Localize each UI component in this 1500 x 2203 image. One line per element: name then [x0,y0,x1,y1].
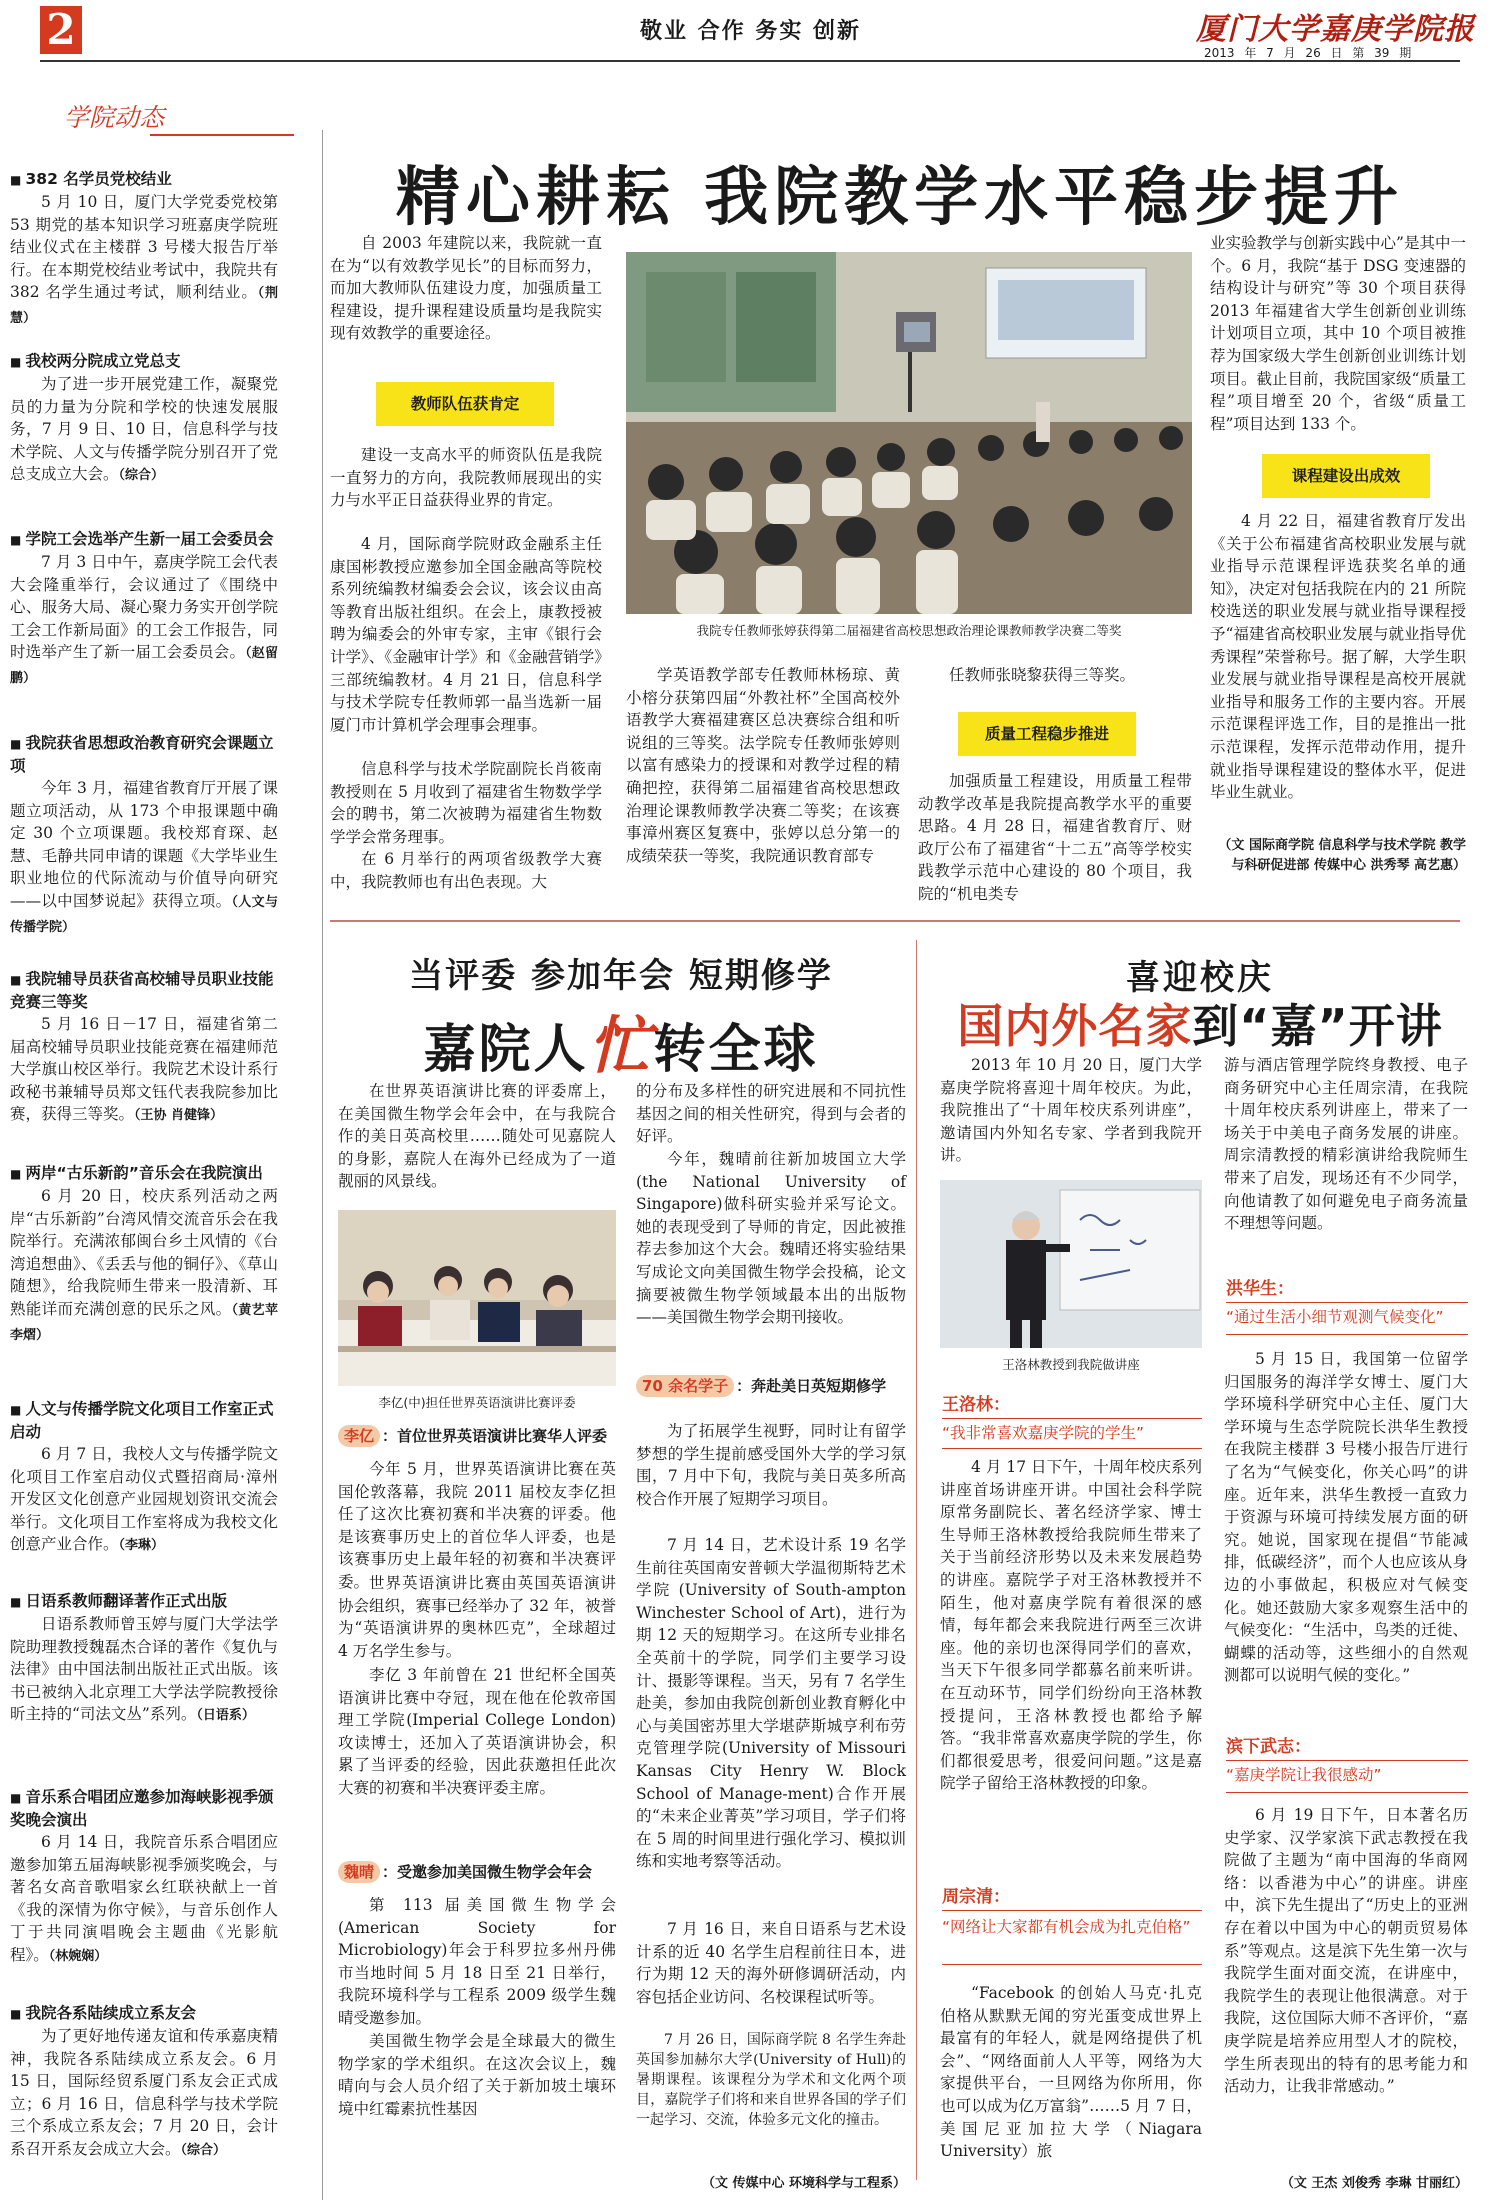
news-brief [10,1786,278,1969]
main-col2-text: 学英语教学部专任教师林杨琼、黄小榕分获第四届“外教社杯”全国高校外语教学大赛福建赛区总决赛综合组和听说组的三等奖。法学院专任教师张婷则以富有感染力的授课和对教学过程的精确把控，获得第二届福建省高校思想政治理论课教师教学决赛二等奖；在该赛事漳州赛区复赛中，张婷以总分第一的成绩荣获一等奖，我院通识教育部专 [626,666,900,865]
sidebar-divider [322,130,323,2200]
story2-colB-text5: 7 月 16 日，来自日语系与艺术设计系的近 40 名学生启程前往日本，进行为期 12 天的海外研修调研活动，内容包括企业访问、名校课程试听等。 [636,1920,906,2006]
story3-kicker: 喜迎校庆 [1126,958,1274,998]
news-brief [10,968,278,1128]
motto: 敬业 合作 务实 创新 [640,19,861,44]
story3-byline: （文 王杰 刘俊秀 李琳 甘丽红） [1280,2176,1468,2191]
news-brief-text: 6 月 20 日，校庆系列活动之两岸“古乐新韵”台湾风情交流音乐会在我院举行。充满浓郁闽台乡土风情的《台湾追想曲》、《丢丢与他的铜仔》、《草山随想》，给我院师生带来一股清新、耳熟能详而充满创意的民乐之风。 [10,1187,278,1318]
quote-zhou: “网络让大家都有机会成为扎克伯格” [942,1918,1191,1936]
news-brief-body [10,777,278,939]
main-intro: 自 2003 年建院以来，我院就一直在为“以有效教学见长”的目标而努力，而加大教师队伍建设力度，加强质量工程建设，提升课程建设质量均是我院实现有效教学的重要途径。 [330,234,602,343]
news-brief-body [10,1185,278,1347]
quote-wang: “我非常喜欢嘉庚学院的学生” [942,1424,1145,1442]
story2-headline-b: 转全球 [653,1020,819,1080]
news-brief-text: 日语系教师曾玉婷与厦门大学法学院助理教授魏磊杰合译的著作《复仇与法律》由中国法制出版社正式出版。该书已被纳入北京理工大学法学院教授徐昕主持的“司法文丛”系列。 [10,1615,278,1724]
main-col3-text-b: 加强质量工程建设，用质量工程带动教学改革是我院提高教学水平的重要思路。4 月 28 日，福建省教育厅、财政厅公布了福建省“十二五”高等学校实践教学示范中心建设的 80 个项目，我院的“机电类专 [918,772,1192,903]
story2-headline [336,996,906,1085]
sidebar-heading-rule [150,134,294,136]
news-brief-body [10,551,278,691]
story3-intro: 2013 年 10 月 20 日，厦门大学嘉庚学院将喜迎十周年校庆。为此，我院推出了“十周年校庆系列讲座”，邀请国内外知名专家、学者到我院开讲。 [940,1056,1202,1165]
newspaper-name: 厦门大学嘉庚学院报 [1196,12,1475,47]
main-headline: 精心耕耘 我院教学水平稳步提升 [395,161,1405,235]
story2-sub1-text3: 李亿 3 年前曾在 21 世纪杯全国英语演讲比赛中夺冠，现在他在伦敦帝国理工学院(Imperial College London)攻读博士，还加入了英语演讲协会，积累了当评委的经验，因此获邀担任此次大赛的初赛和半决赛评委主席。 [338,1666,616,1797]
quote-rule-wang-top [942,1418,1202,1419]
story2-headline-a: 嘉院人 [423,1020,589,1080]
news-brief-body [10,1613,278,1728]
news-brief-body [10,1831,278,1969]
classroom-photo-caption: 我院专任教师张婷获得第二届福建省高校思想政治理论课教师教学决赛二等奖 [696,623,1122,638]
news-brief [10,1590,278,1728]
news-brief-text: 为了进一步开展党建工作，凝聚党员的力量为分院和学校的快速发展服务，7 月 9 日、10 日，信息科学与技术学院、人文与传播学院分别召开了党总支成立大会。 [10,375,278,484]
news-brief [10,732,278,939]
story3-text1: 4 月 17 日下午，十周年校庆系列讲座首场讲座开讲。中国社会科学院原常务副院长、著名经济学家、博士生导师王洛林教授给我院师生带来了关于当前经济形势以及未来发展趋势的讲座。嘉院学子对王洛林教授并不陌生，他对嘉庚学院有着很深的感情，每年都会来我院进行两至三次讲座。他的亲切也深得同学们的喜欢，当天下午很多同学都慕名前来听讲。在互动环节，同学们纷纷向王洛林教授提问，王洛林教授也都给予解答。“我非常喜欢嘉庚学院的学生，你们都很爱思考，很爱问问题。”这是嘉院学子留给王洛林教授的印象。 [940,1458,1202,1793]
page-number: 2 [40,6,82,54]
news-brief-text: 今年 3 月，福建省教育厅开展了课题立项活动，从 173 个申报课题中确定 30 个立项课题。我校郑育琛、赵慧、毛静共同申请的课题《大学毕业生职业地位的代际流动与价值导向研究——以中国梦说起》获得立项。 [10,779,278,910]
news-brief-title: ■ 日语系教师翻译著作正式出版 [10,1590,278,1613]
main-s1-p3: 信息科学与技术学院副院长肖筱南教授则在 5 月收到了福建省生物数学学会的聘书，第二次被聘为福建省生物数学学会常务理事。 [330,760,602,846]
story2-sub3-lead: 70 余名学子 [636,1375,734,1397]
news-brief-text: 7 月 3 日中午，嘉庚学院工会代表大会隆重举行，会议通过了《围绕中心、服务大局、凝心聚力务实开创学院工会工作新局面》的工会工作报告，同时选举产生了新一届工会委员会。 [10,553,278,662]
news-brief-source: （王协 肖健锋） [134,1108,224,1124]
news-brief-title: ■ 382 名学员党校结业 [10,168,278,191]
quote-rule-hong-bottom [1226,1334,1468,1335]
speaker-wang: 王洛林： [942,1395,1010,1415]
story3-text3: 5 月 15 日，我国第一位留学归国服务的海洋学女博士、厦门大学环境科学研究中心主任、厦门大学环境与生态学院院长洪华生教授在我院主楼群 3 号楼小报告厅进行了名为“气候变化，你关心吗”的讲座。近年来，洪华生教授一直致力于资源与环境可持续发展方面的研究。她说，国家现在提倡“节能减排，低碳经济”，而个人也应该从身边的小事做起，积极应对气候变化。她还鼓励大家多观察生活中的气候变化：“生活中，鸟类的迁徙、蝴蝶的活动等，这些细小的自然观测都可以说明气候的变化。” [1224,1350,1468,1685]
news-brief-text: 为了更好地传递友谊和传承嘉庚精神，我院各系陆续成立系友会。6 月 15 日，国际经贸系厦门系友会正式成立；6 月 16 日，信息科学与技术学院三个系成立系友会；7 月 20 日，会计系召开系友会成立大会。 [10,2027,278,2158]
main-col4-text-a: 业实验教学与创新实践中心”是其中一个。6 月，我院“基于 DSG 变速器的结构设计与研究”等 30 个项目获得 2013 年福建省大学生创新创业训练计划项目立项，其中 10 个项目被推荐为国家级大学生创新创业训练计划项目。截止目前，我院国家级“质量工程”项目增至 20 个，省级“质量工程”项目达到 133 个。 [1210,234,1466,433]
news-brief-text: 5 月 10 日，厦门大学党委党校第 53 期党的基本知识学习班嘉庚学院班结业仪式在主楼群 3 号楼大报告厅举行。在本期党校结业考试中，我院共有 382 名学生通过考试，顺利结业。 [10,193,278,302]
story2-colB-text1: 的分布及多样性的研究进展和不同抗性基因之间的相关性研究，得到与会者的好评。 [636,1082,906,1146]
news-brief-source: （综合） [180,2142,227,2158]
column-divider [916,940,917,2180]
story3-text4: 6 月 19 日下午，日本著名历史学家、汉学家滨下武志教授在我院做了主题为“南中国海的华商网络：以香港为中心”的讲座。讲座中，滨下先生提出了“历史上的亚洲存在着以中国为中心的朝贡贸易体系”等观点。这是滨下先生第一次与我院学生面对面交流，在讲座中，我院学生的表现让他很满意。对于我院，这位国际大师不吝评价，“嘉庚学院是培养应用型人才的院校，学生所表现出的特有的思考能力和活动力，让我非常感动。” [1224,1806,1468,2096]
lecture-photo [940,1180,1202,1348]
judges-photo [338,1210,616,1386]
story2-colB-text6: 7 月 26 日，国际商学院 8 名学生奔赴英国参加赫尔大学(University of Hull)的暑期课程。该课程分为学术和文化两个项目，嘉院学子们将和来自世界各国的学子们一起学习、交流，体验多元文化的撞击。 [636,2032,906,2128]
story3-headline [930,990,1470,1056]
story2-sub1-text2: 世界英语演讲比赛由英国英语演讲协会组织，赛事已经举办了 32 年，被誉为“英语演讲界的奥林匹克”，全球超过 4 万名学生参与。 [338,1574,616,1660]
story2-colB-text3: 为了拓展学生视野，同时让有留学梦想的学生提前感受国外大学的学习氛围，7 月中下旬，我院与美日英多所高校合作开展了短期学习项目。 [636,1422,906,1508]
quote-rule-zhou-bottom [942,1964,1202,1965]
section-label-courses: 课程建设出成效 [1262,454,1430,498]
story2-sub1 [338,1422,616,1450]
story2-colB-text4: 7 月 14 日，艺术设计系 19 名学生前往英国南安普顿大学温彻斯特艺术学院 (University of South-ampton Winchester School of Art)，进行为期 12 天的短期学习。在这所专业排名全英前十的学院，同学们主要学习设计、摄影等课程。当天，另有 7 名学生赴美，参加由我院创新创业教育孵化中心与美国密苏里大学堪萨斯城亨利布劳克管理学院(University of Missouri Kansas City Henry W. Block School of Manage-ment)合作开展的“未来企业菁英”学习项目，学子们将在 5 周的时间里进行强化学习、模拟训练和实地考察等活动。 [636,1536,906,1871]
main-col3-text-a: 任教师张晓黎获得三等奖。 [949,666,1136,684]
news-brief-source: （综合） [118,468,165,484]
news-brief-title: ■ 两岸“古乐新韵”音乐会在我院演出 [10,1162,278,1185]
news-brief-source: （赵留鹏） [10,646,278,686]
story2-sub2-rest: ：受邀参加美国微生物学会年会 [382,1863,593,1881]
news-brief-source: （林婉娴） [48,1948,108,1964]
news-brief-source: （人文与传播学院） [10,894,278,935]
top-rule [40,60,1460,62]
story3-headline-mid: 到“嘉”开讲 [1192,999,1443,1053]
classroom-photo [626,252,1192,614]
news-brief-text: 6 月 14 日，我院音乐系合唱团应邀参加第五届海峡影视季颁奖晚会，与著名女高音歌唱家幺红联袂献上一首《我的深情为你守候》，与音乐创作人丁于共同演唱晚会主题曲《光影航程》。 [10,1833,278,1964]
story2-sub2 [338,1858,616,1886]
sidebar-heading: 学院动态 [64,103,165,132]
news-brief-source: （荆慧） [10,286,278,326]
news-brief-title: ■ 我院获省思想政治教育研究会课题立项 [10,732,278,777]
news-brief-body [10,1443,278,1558]
news-brief [10,168,278,331]
news-brief-title: ■ 我院各系陆续成立系友会 [10,2002,278,2025]
news-brief [10,1162,278,1347]
story2-sub1-rest: ：首位世界英语演讲比赛华人评委 [382,1427,608,1445]
issue-date: 2013 年 7 月 26 日 第 39 期 [1204,46,1412,60]
story2-intro: 在世界英语演讲比赛的评委席上，在美国微生物学会年会中，在与我院合作的美日英高校里……随处可见嘉院人的身影，嘉院人在海外已经成为了一道靓丽的风景线。 [338,1082,616,1191]
news-brief-body [10,1013,278,1128]
news-brief-title: ■ 人文与传播学院文化项目工作室正式启动 [10,1398,278,1443]
story3-colB-text1: 游与酒店管理学院终身教授、电子商务研究中心主任周宗清，在我院十周年校庆系列讲座上，带来了一场关于中美电子商务发展的讲座。周宗清教授的精彩演讲给我院师生带来了启发，现场还有不少同学，向他请教了如何避免电子商务流量不理想等问题。 [1224,1056,1468,1233]
news-brief-text: 5 月 16 日－17 日，福建省第二届高校辅导员职业技能竞赛在福建师范大学旗山校区举行。我院艺术设计系行政秘书兼辅导员郑文钰代表我院参加比赛，获得三等奖。 [10,1015,278,1124]
news-brief [10,350,278,488]
story3-headline-red: 国内外名家 [957,999,1193,1053]
news-brief-body [10,191,278,331]
quote-rule-wang-bottom [942,1448,1202,1449]
story2-sub2-lead: 魏晴 [338,1861,380,1883]
story2-colB-text2: 今年，魏晴前往新加坡国立大学(the National University of Singapore)做科研实验并采写论文。她的表现受到了导师的肯定，因此被推荐去参加这个大会。魏晴还将实验结果写成论文向美国微生物学会投稿，论文摘要被微生物学领域最本出的出版物——美国微生物学会期刊接收。 [636,1150,906,1327]
news-brief-source: （黄艺苹 李熠） [10,1302,278,1343]
quote-rule-hong-top [1226,1302,1468,1303]
news-brief-title: ■ 音乐系合唱团应邀参加海峡影视季颁奖晚会演出 [10,1786,278,1831]
news-brief-body [10,373,278,488]
main-col4-text-b: 4 月 22 日，福建省教育厅发出《关于公布福建省高校职业发展与就业指导示范课程评选获奖名单的通知》，决定对包括我院在内的 21 所院校选送的职业发展与就业指导课程授予“福建省高校职业发展与就业指导优秀课程”荣誉称号。据了解，大学生职业发展与就业指导课程是高校开展就业指导和服务工作的主要内容。开展示范课程评选工作，目的是推出一批示范课程，发挥示范带动作用，提升就业指导课程建设的整体水平，促进毕业生就业。 [1210,512,1466,802]
quote-rule-hamashita-bottom [1226,1792,1468,1793]
news-brief-title: ■ 我校两分院成立党总支 [10,350,278,373]
story2-byline: （文 传媒中心 环境科学与工程系） [701,2176,906,2191]
speaker-hong: 洪华生： [1226,1279,1294,1299]
news-brief [10,2002,278,2163]
news-brief [10,528,278,691]
news-brief-title: ■ 学院工会选举产生新一届工会委员会 [10,528,278,551]
story2-sub2-text: 第 113 届美国微生物学会(American Society for Microbiology)年会于科罗拉多州丹佛市当地时间 5 月 18 日至 21 日举行，我院环境科学与工程系 2009 级学生魏晴受邀参加。 [338,1896,616,2027]
section-divider [330,920,1460,922]
main-s1-p4: 在 6 月举行的两项省级教学大赛中，我院教师也有出色表现。大 [330,850,602,891]
quote-hamashita: “嘉庚学院让我很感动” [1226,1766,1382,1784]
lecture-photo-caption: 王洛林教授到我院做讲座 [1002,1357,1140,1372]
story2-sub2-text2: 美国微生物学会是全球最大的微生物学家的学术组织。在这次会议上，魏晴向与会人员介绍了关于新加坡土壤环境中红霉素抗性基因 [338,2032,616,2118]
news-brief-body [10,2025,278,2163]
quote-rule-zhou-top [942,1910,1202,1911]
story2-sub3-rest: ：奔赴美日英短期修学 [736,1377,887,1395]
section-label-teachers: 教师队伍获肯定 [376,382,554,426]
story3-text2: “Facebook 的创始人马克·扎克伯格从默默无闻的穷光蛋变成世界上最富有的年轻人，就是网络提供了机会”、“网络面前人人平等，网络为大家提供平台，一旦网络为你所用，你也可以成为亿万富翁”……5 月 7 日，美国尼亚加拉大学（Niagara University）旅 [940,1984,1202,2161]
news-brief-text: 6 月 7 日，我校人文与传播学院文化项目工作室启动仪式暨招商局·漳州开发区文化创意产业园规划资讯交流会举行。文化项目工作室将成为我校文化创意产业合作。 [10,1445,278,1554]
main-s1-p1: 建设一支高水平的师资队伍是我院一直努力的方向，我院教师展现出的实力与水平正日益获得业界的肯定。 [330,446,602,510]
news-brief [10,1398,278,1558]
story2-sub1-lead: 李亿 [338,1425,380,1447]
section-label-quality: 质量工程稳步推进 [958,712,1136,756]
main-s1-p2: 4 月，国际商学院财政金融系主任康国彬教授应邀参加全国金融高等院校系列统编教材编委会会议，该会议由高等教育出版社组织。在会上，康教授被聘为编委会的外审专家，主审《银行会计学》、《金融审计学》和《金融营销学》三部统编教材。4 月 21 日，信息科学与技术学院专任教师郭一晶当选新一届厦门市计算机学会理事会理事。 [330,535,602,734]
story2-sub1-text: 今年 5 月，世界英语演讲比赛在英国伦敦落幕，我院 2011 届校友李亿担任了这次比赛初赛和半决赛的评委。他是该赛事历史上的首位华人评委，也是该赛事历史上最年轻的初赛和半决赛评委。 [338,1460,616,1591]
news-brief-source: （日语系） [196,1708,255,1724]
news-brief-title: ■ 我院辅导员获省高校辅导员职业技能竞赛三等奖 [10,968,278,1013]
judges-photo-caption: 李亿(中)担任世界英语演讲比赛评委 [378,1395,576,1410]
speaker-zhou: 周宗清： [942,1887,1010,1907]
speaker-hamashita: 滨下武志： [1226,1737,1311,1757]
story2-headline-busy: 忙 [588,1009,654,1082]
quote-rule-hamashita-top [1226,1760,1468,1761]
main-byline: （文 国际商学院 信息科学与技术学院 教学与科研促进部 传媒中心 洪秀琴 高艺惠） [1218,838,1466,873]
news-brief-source: （李琳） [118,1538,165,1554]
quote-hong: “通过生活小细节观测气候变化” [1226,1308,1444,1326]
story2-sub3 [636,1372,906,1400]
story2-kicker: 当评委 参加年会 短期修学 [409,956,833,996]
